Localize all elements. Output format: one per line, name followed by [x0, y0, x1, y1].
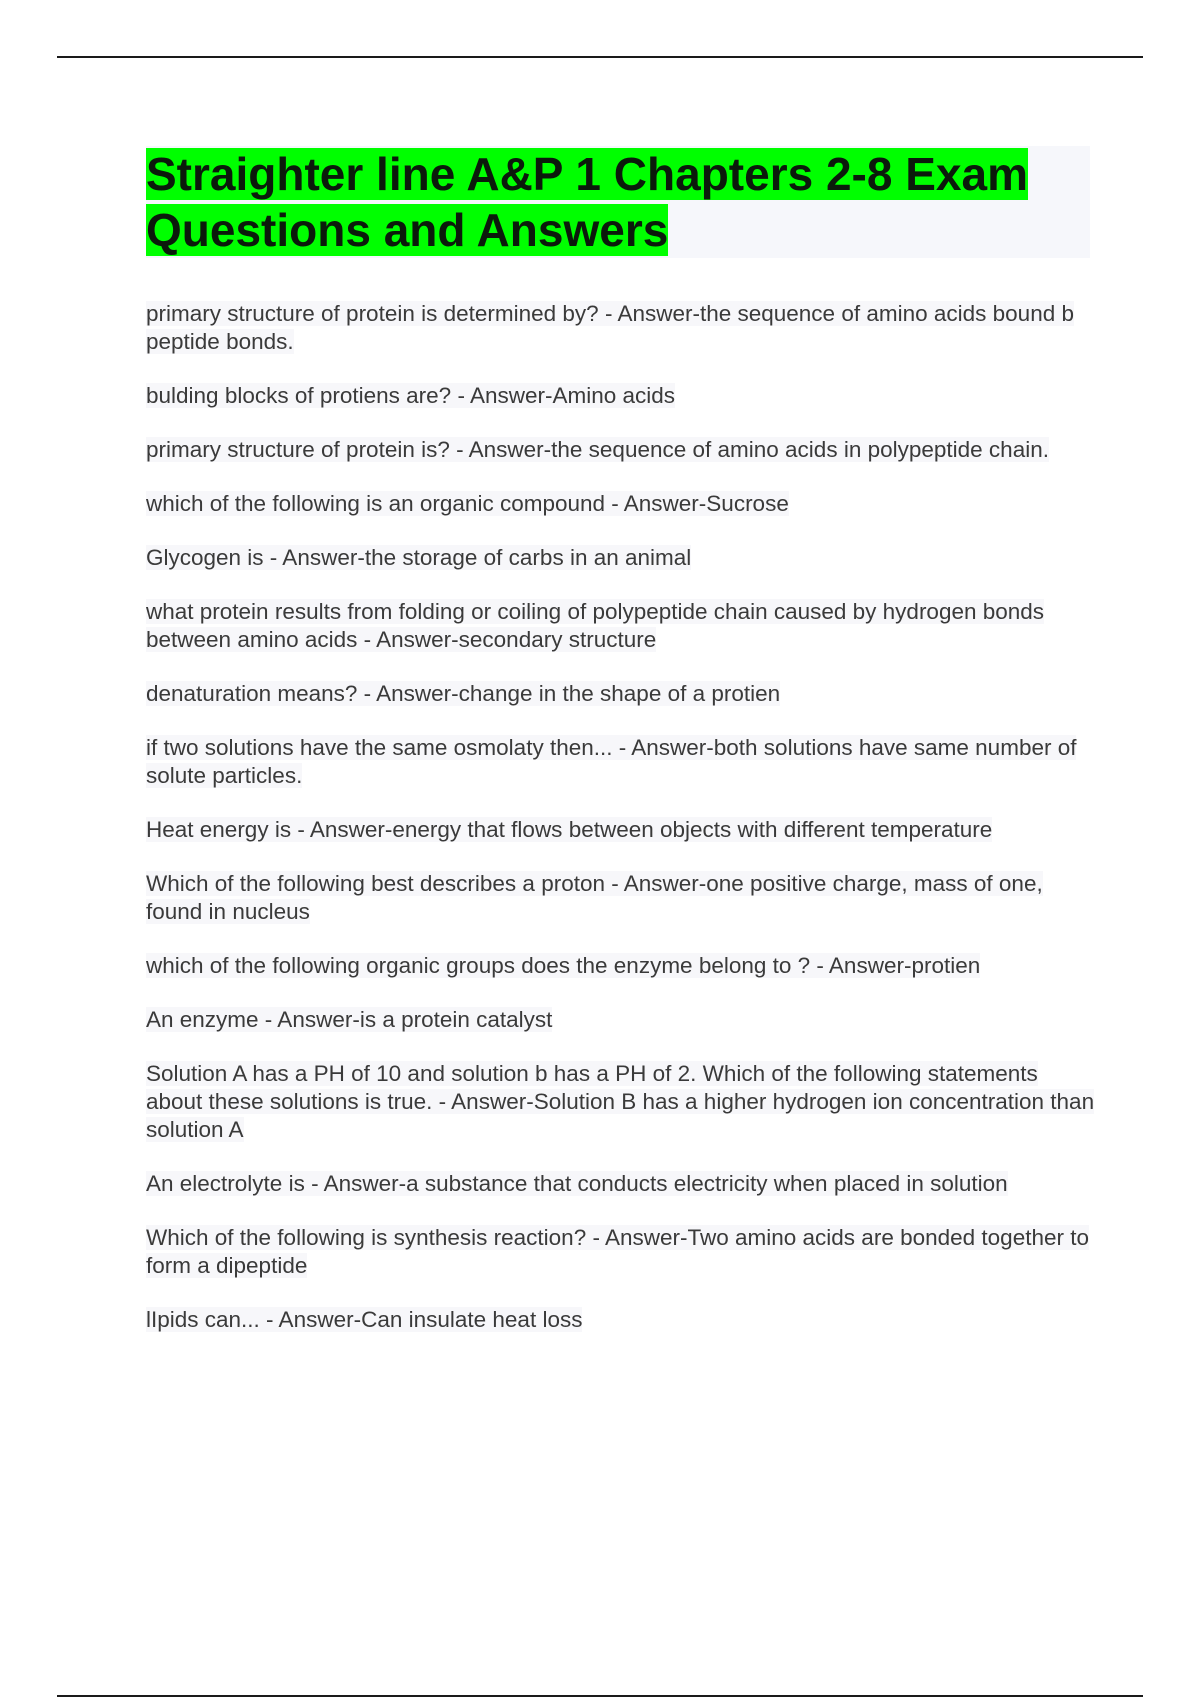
qa-item [146, 1060, 1096, 1144]
title-block [146, 146, 1090, 258]
qa-item [146, 1170, 1096, 1198]
qa-text: which of the following organic groups does the enzyme belong to ? - Answer-protien [146, 953, 981, 978]
qa-text: bulding blocks of protiens are? - Answer-Amino acids [146, 383, 676, 408]
qa-text: Glycogen is - Answer-the storage of carbs in an animal [146, 545, 692, 570]
qa-text: denaturation means? - Answer-change in the shape of a protien [146, 681, 781, 706]
qa-text: lIpids can... - Answer-Can insulate heat loss [146, 1307, 583, 1332]
qa-item [146, 1306, 1096, 1334]
qa-item [146, 680, 1096, 708]
bottom-rule [57, 1695, 1143, 1697]
qa-item [146, 952, 1096, 980]
qa-item [146, 490, 1096, 518]
qa-text: Heat energy is - Answer-energy that flows between objects with different temperature [146, 817, 993, 842]
qa-item [146, 598, 1096, 654]
qa-text: if two solutions have the same osmolaty then... - Answer-both solutions have same number of solute particles. [146, 735, 1077, 788]
title-highlight-2: Exam Questions and Answers [146, 148, 1028, 256]
qa-list [146, 300, 1096, 1360]
qa-item [146, 544, 1096, 572]
qa-item [146, 816, 1096, 844]
qa-text: An electrolyte is - Answer-a substance that conducts electricity when placed in solution [146, 1171, 1008, 1196]
qa-item [146, 436, 1096, 464]
qa-item [146, 300, 1096, 356]
document-title [146, 146, 1090, 258]
qa-text: which of the following is an organic compound - Answer-Sucrose [146, 491, 789, 516]
qa-text: primary structure of protein is determined by? - Answer-the sequence of amino acids bound b peptide bonds. [146, 301, 1074, 354]
qa-text: Solution A has a PH of 10 and solution b has a PH of 2. Which of the following statements about these solutions is true. - Answer-Solution B has a higher hydrogen ion concentration than solution A [146, 1061, 1095, 1142]
qa-text: Which of the following is synthesis reaction? - Answer-Two amino acids are bonded together to form a dipeptide [146, 1225, 1089, 1278]
qa-item [146, 870, 1096, 926]
qa-text: An enzyme - Answer-is a protein catalyst [146, 1007, 553, 1032]
qa-item [146, 1224, 1096, 1280]
title-highlight-1: Straighter line A&P 1 Chapters 2-8 [146, 148, 893, 200]
qa-text: primary structure of protein is? - Answer-the sequence of amino acids in polypeptide chain. [146, 437, 1049, 462]
qa-item [146, 1006, 1096, 1034]
top-rule [57, 56, 1143, 58]
qa-text: Which of the following best describes a proton - Answer-one positive charge, mass of one, found in nucleus [146, 871, 1043, 924]
qa-text: what protein results from folding or coiling of polypeptide chain caused by hydrogen bonds between amino acids - Answer-secondary structure [146, 599, 1045, 652]
qa-item [146, 734, 1096, 790]
qa-item [146, 382, 1096, 410]
